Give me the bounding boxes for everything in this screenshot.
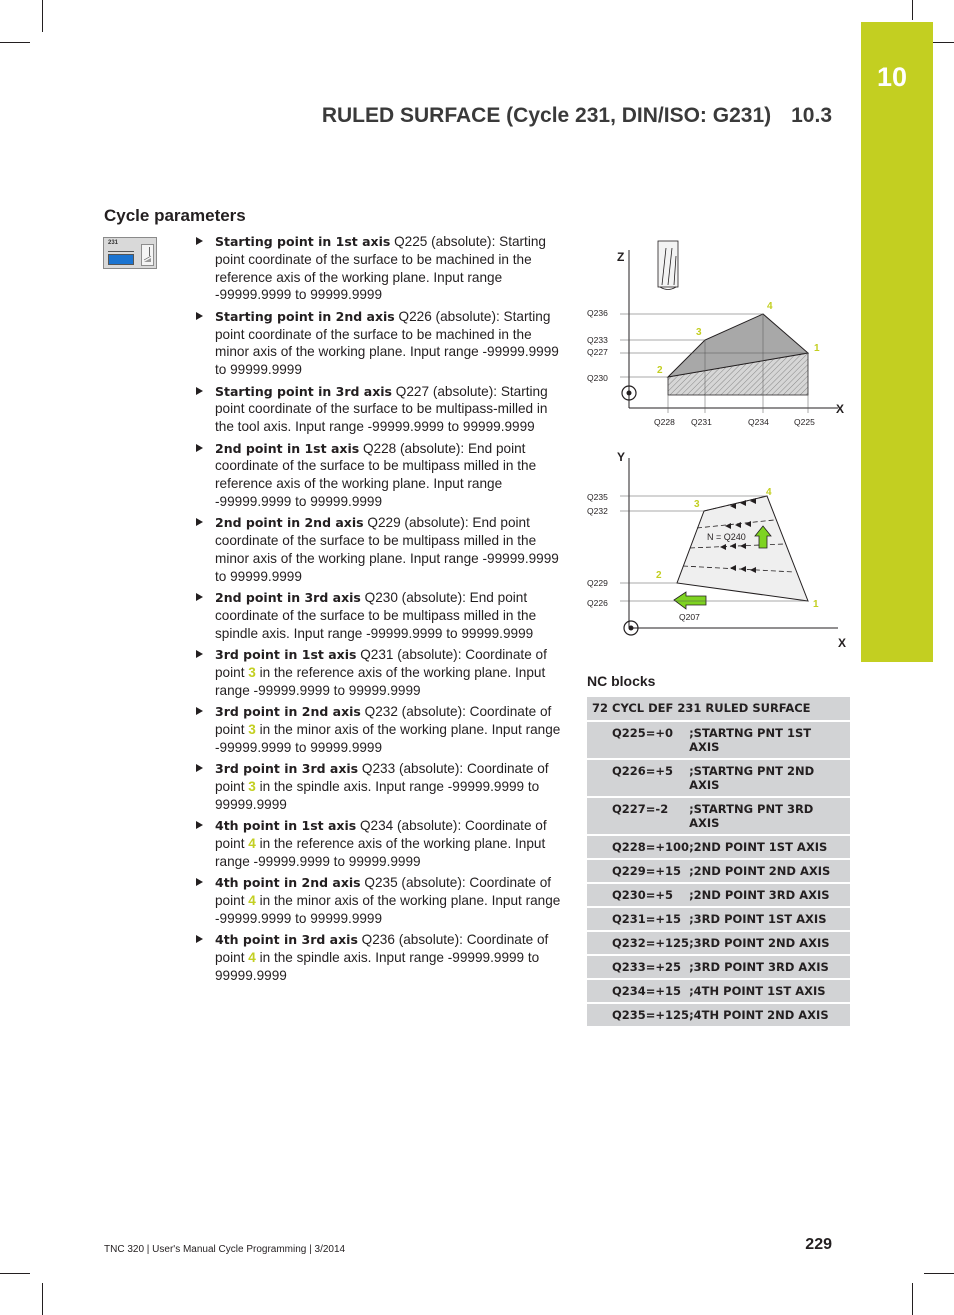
bullet-triangle-icon xyxy=(196,387,203,395)
parameter-name: 2nd point in 3rd axis xyxy=(215,590,361,606)
nc-comment: ;STARTNG PNT 1ST AXIS xyxy=(689,721,850,759)
point-label: 4 xyxy=(767,301,773,312)
parameter-name: 2nd point in 1st axis xyxy=(215,440,360,456)
axis-label-x: X xyxy=(838,636,847,650)
milling-tool-icon xyxy=(658,241,678,290)
nc-row xyxy=(587,979,850,1003)
softkey-blue-block xyxy=(108,254,134,265)
nc-parameter: Q226=+5 xyxy=(587,759,689,797)
nc-comment: ;2ND POINT 3RD AXIS xyxy=(689,883,850,907)
parameter-item xyxy=(196,440,562,511)
nc-row xyxy=(587,1003,850,1027)
crop-mark xyxy=(42,1283,43,1315)
bullet-triangle-icon xyxy=(196,444,203,452)
parameter-description: Q230 (absolute): End point coordinate of the surface to be multipass milled in the spindle axis. Input range -99999.9999 to 99999.9999 xyxy=(215,590,537,641)
dimension-label: Q235 xyxy=(587,492,608,502)
nc-parameter: Q231=+15 xyxy=(587,907,689,931)
nc-comment: ;3RD POINT 2ND AXIS xyxy=(689,931,850,955)
nc-row xyxy=(587,721,850,759)
parameter-description: Q234 (absolute): Coordinate of point xyxy=(215,818,547,851)
dimension-label: Q226 xyxy=(587,598,608,608)
parameter-item xyxy=(196,589,562,642)
chapter-tab xyxy=(861,22,933,662)
feed-label: Q207 xyxy=(679,612,700,622)
parameter-description: in the reference axis of the working plane. Input range -99999.9999 to 99999.9999 xyxy=(215,664,546,698)
parameter-description: Q231 (absolute): Coordinate of point xyxy=(215,647,547,680)
nc-row xyxy=(587,859,850,883)
axis-label-x: X xyxy=(836,402,845,416)
bullet-triangle-icon xyxy=(196,518,203,526)
nc-row xyxy=(587,759,850,797)
parameter-item xyxy=(196,383,562,436)
parameter-item xyxy=(196,703,562,756)
ruled-surface-softkey-icon xyxy=(103,237,157,269)
point-label: 1 xyxy=(813,599,819,610)
dimension-label: Q227 xyxy=(587,347,608,357)
parameter-item xyxy=(196,308,562,379)
nc-parameter: Q233=+25 xyxy=(587,955,689,979)
running-head xyxy=(322,104,832,128)
parameter-description: Q229 (absolute): End point coordinate of the surface to be multipass milled in the minor axis of the working plane. Input range -99999.9999 to 99999.9999 xyxy=(215,515,559,584)
parameter-item xyxy=(196,233,562,304)
crop-mark xyxy=(0,42,30,43)
parameter-name: 3rd point in 1st axis xyxy=(215,647,357,663)
point-label: 1 xyxy=(814,343,820,354)
parameter-description: Q225 (absolute): Starting point coordinate of the surface to be machined in the reference axis of the working plane. Input range -99999.9999 to 99999.9999 xyxy=(215,234,546,303)
nc-row xyxy=(587,955,850,979)
parameter-name: 2nd point in 2nd axis xyxy=(215,515,364,531)
nc-parameter: Q228=+100 xyxy=(587,835,689,859)
ruled-surface-diagram xyxy=(580,230,855,660)
point-label: 4 xyxy=(766,487,772,498)
parameter-description: Q228 (absolute): End point coordinate of the surface to be multipass milled in the reference axis of the working plane. Input range -99999.9999 to 99999.9999 xyxy=(215,440,537,509)
bullet-triangle-icon xyxy=(196,935,203,943)
parameter-item xyxy=(196,874,562,927)
nc-parameter: Q234=+15 xyxy=(587,979,689,1003)
crop-mark xyxy=(924,1273,954,1274)
bullet-triangle-icon xyxy=(196,237,203,245)
crop-mark xyxy=(42,0,43,32)
parameter-item xyxy=(196,760,562,813)
parameter-description: in the spindle axis. Input range -99999.9999 to 99999.9999 xyxy=(215,949,540,983)
origin-dot-icon xyxy=(629,626,634,631)
dimension-label: Q231 xyxy=(691,417,712,427)
point-label: 3 xyxy=(696,327,702,338)
parameter-name: 4th point in 2nd axis xyxy=(215,875,361,891)
dimension-label: Q234 xyxy=(748,417,769,427)
section-title: Cycle parameters xyxy=(104,206,246,225)
point-number: 3 xyxy=(248,721,256,737)
parameter-name: Starting point in 1st axis xyxy=(215,234,391,249)
parameter-description: in the spindle axis. Input range -99999.9999 to 99999.9999 xyxy=(215,778,540,812)
nc-header-cell: 72 CYCL DEF 231 RULED SURFACE xyxy=(587,697,850,721)
point-number: 3 xyxy=(248,664,256,680)
nc-row xyxy=(587,797,850,835)
parameter-name: 4th point in 1st axis xyxy=(215,818,357,834)
nc-row xyxy=(587,883,850,907)
axis-label-z: Z xyxy=(617,250,625,264)
running-head-section: 10.3 xyxy=(791,104,832,127)
parameter-description: Q236 (absolute): Coordinate of point xyxy=(215,932,549,965)
parameter-description: Q232 (absolute): Coordinate of point xyxy=(215,704,552,737)
axis-label-y: Y xyxy=(617,450,626,464)
parameter-name: Starting point in 2nd axis xyxy=(215,308,395,324)
parameter-name: 4th point in 3rd axis xyxy=(215,932,358,948)
nc-row xyxy=(587,931,850,955)
nc-header-row xyxy=(587,697,850,721)
bullet-triangle-icon xyxy=(196,593,203,601)
parameter-description: Q235 (absolute): Coordinate of point xyxy=(215,875,552,908)
nc-parameter: Q230=+5 xyxy=(587,883,689,907)
nc-comment: ;2ND POINT 2ND AXIS xyxy=(689,859,850,883)
running-head-title: RULED SURFACE (Cycle 231, DIN/ISO: G231) xyxy=(321,104,772,127)
parameter-description: in the minor axis of the working plane. Input range -99999.9999 to 99999.9999 xyxy=(215,721,561,755)
parameter-name: 3rd point in 3rd axis xyxy=(215,761,359,777)
passes-label: N = Q240 xyxy=(707,532,746,542)
nc-comment: ;STARTNG PNT 3RD AXIS xyxy=(689,797,850,835)
page-number: 229 xyxy=(805,1236,832,1253)
nc-comment: ;2ND POINT 1ST AXIS xyxy=(689,835,850,859)
dimension-label: Q228 xyxy=(654,417,675,427)
nc-comment: ;4TH POINT 2ND AXIS xyxy=(689,1003,850,1027)
crop-mark xyxy=(912,1283,913,1315)
parameter-item xyxy=(196,514,562,585)
nc-parameter: Q225=+0 xyxy=(587,721,689,759)
dimension-label: Q229 xyxy=(587,578,608,588)
point-number: 4 xyxy=(248,835,256,851)
softkey-divider xyxy=(108,251,134,252)
bullet-triangle-icon xyxy=(196,764,203,772)
bullet-triangle-icon xyxy=(196,312,203,320)
point-number: 4 xyxy=(248,892,256,908)
bullet-triangle-icon xyxy=(196,821,203,829)
nc-comment: ;4TH POINT 1ST AXIS xyxy=(689,979,850,1003)
crop-mark xyxy=(912,0,913,20)
bullet-triangle-icon xyxy=(196,650,203,658)
ruled-surface-mini-icon xyxy=(141,244,154,266)
parameter-description: Q226 (absolute): Starting point coordinate of the surface to be machined in the minor axis of the working plane. Input range -99999.9999 to 99999.9999 xyxy=(215,308,559,378)
xz-diagram xyxy=(587,241,844,427)
nc-parameter: Q227=-2 xyxy=(587,797,689,835)
point-label: 2 xyxy=(656,570,662,581)
nc-comment: ;3RD POINT 1ST AXIS xyxy=(689,907,850,931)
parameter-description: Q233 (absolute): Coordinate of point xyxy=(215,761,549,794)
parameter-name: Starting point in 3rd axis xyxy=(215,383,393,399)
parameter-item xyxy=(196,646,562,699)
nc-row xyxy=(587,907,850,931)
crop-mark xyxy=(0,1273,30,1274)
nc-parameter: Q235=+125 xyxy=(587,1003,689,1027)
dimension-label: Q225 xyxy=(794,417,815,427)
parameter-description: in the reference axis of the working plane. Input range -99999.9999 to 99999.9999 xyxy=(215,835,546,869)
parameter-description: in the minor axis of the working plane. Input range -99999.9999 to 99999.9999 xyxy=(215,892,561,926)
nc-parameter: Q232=+125 xyxy=(587,931,689,955)
footer-text: TNC 320 | User's Manual Cycle Programming | 3/2014 xyxy=(104,1244,346,1255)
xy-diagram xyxy=(587,450,846,650)
parameter-description: Q227 (absolute): Starting point coordinate of the surface to be multipass-milled in the tool axis. Input range -99999.9999 to 99999.9999 xyxy=(215,383,548,435)
softkey-label: 231 xyxy=(108,240,119,246)
nc-comment: ;3RD POINT 3RD AXIS xyxy=(689,955,850,979)
bullet-triangle-icon xyxy=(196,878,203,886)
bullet-triangle-icon xyxy=(196,707,203,715)
nc-comment: ;STARTNG PNT 2ND AXIS xyxy=(689,759,850,797)
chapter-number: 10 xyxy=(876,62,908,92)
parameter-name: 3rd point in 2nd axis xyxy=(215,704,361,720)
origin-dot-icon xyxy=(627,391,632,396)
parameter-item xyxy=(196,931,562,984)
nc-row xyxy=(587,835,850,859)
dimension-label: Q233 xyxy=(587,335,608,345)
point-label: 3 xyxy=(694,499,700,510)
parameter-list xyxy=(196,233,562,988)
feed-arrow-icon xyxy=(674,592,706,609)
nc-parameter: Q229=+15 xyxy=(587,859,689,883)
point-number: 3 xyxy=(248,778,256,794)
dimension-label: Q230 xyxy=(587,373,608,383)
nc-blocks-table xyxy=(587,697,850,1028)
dimension-label: Q236 xyxy=(587,308,608,318)
ruled-surface-outline xyxy=(677,496,808,601)
nc-blocks-title: NC blocks xyxy=(587,673,656,689)
point-label: 2 xyxy=(657,365,663,376)
point-number: 4 xyxy=(248,949,256,965)
parameter-item xyxy=(196,817,562,870)
dimension-label: Q232 xyxy=(587,506,608,516)
